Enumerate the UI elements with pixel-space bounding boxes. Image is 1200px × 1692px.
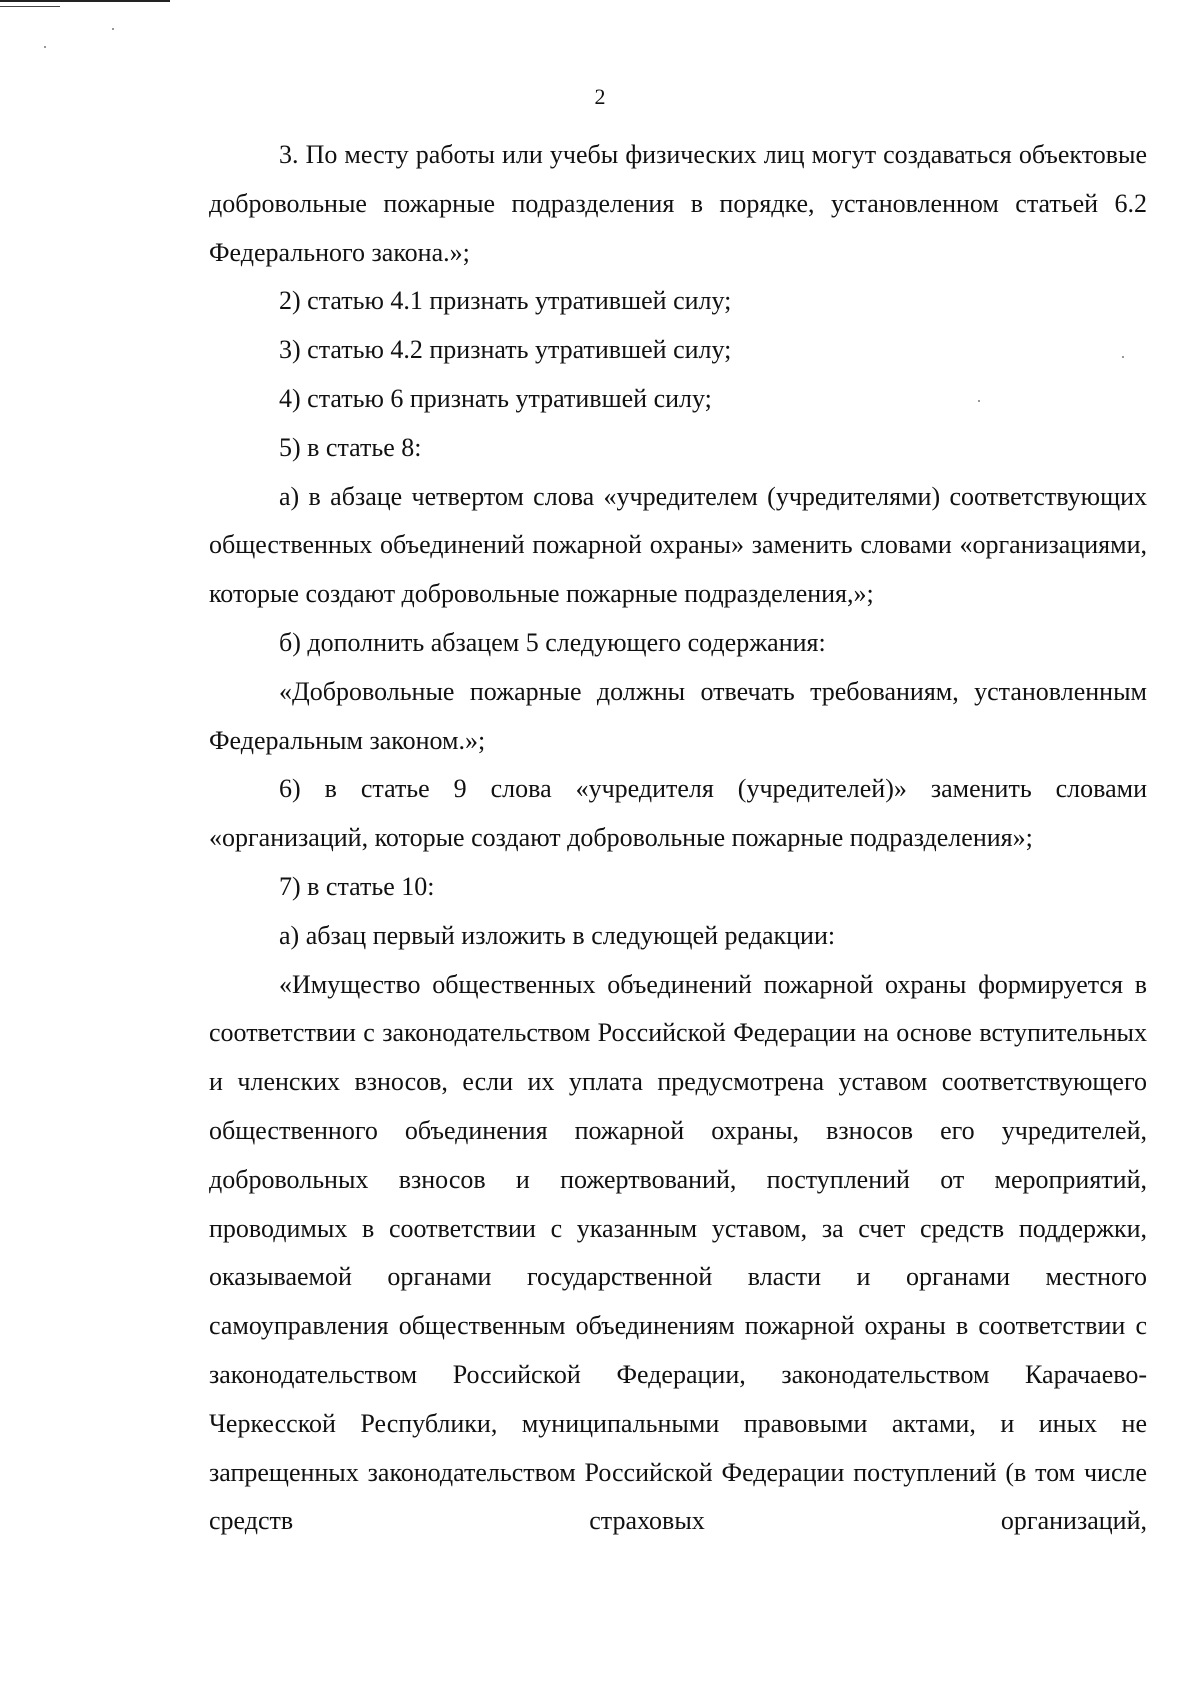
- page-number: 2: [594, 84, 606, 109]
- scan-edge-mark: [0, 0, 170, 2]
- paragraph-quote-volunteers: «Добровольные пожарные должны отвечать требованиям, установленным Федеральным законом.»;: [209, 676, 1147, 755]
- paragraph-subpoint-a: а) в абзаце четвертом слова «учредителем (учредителями) соответствующих общественных объединений пожарной охраны» заменить словами «организациями, которые создают добровольные пожарные подразделения,»;: [209, 481, 1147, 609]
- scan-edge-mark: [0, 6, 60, 7]
- document-body: [209, 131, 1147, 1546]
- scan-speck: [112, 28, 114, 30]
- paragraph-point-4: 4) статью 6 признать утратившей силу;: [279, 383, 712, 413]
- paragraph-point-6: 6) в статье 9 слова «учредителя (учредителей)» заменить словами «организаций, которые создают добровольные пожарные подразделения»;: [209, 774, 1147, 853]
- paragraph-point-3: 3) статью 4.2 признать утратившей силу;: [279, 335, 732, 365]
- paragraph-subpoint-a-2: а) абзац первый изложить в следующей редакции:: [279, 920, 836, 950]
- scan-speck: [44, 46, 46, 48]
- paragraph-point-7: 7) в статье 10:: [279, 871, 435, 901]
- paragraph-subpoint-b: б) дополнить абзацем 5 следующего содержания:: [279, 627, 826, 657]
- paragraph-point-5: 5) в статье 8:: [279, 432, 422, 462]
- paragraph-item-3: 3. По месту работы или учебы физических лиц могут создаваться объектовые добровольные пожарные подразделения в порядке, установленном статьей 6.2 Федерального закона.»;: [209, 140, 1147, 267]
- paragraph-quote-property: «Имущество общественных объединений пожарной охраны формируется в соответствии с законодательством Российской Федерации на основе вступительных и членских взносов, если их уплата предусмотрена уставом соответствующего общественного объединения пожарной охраны, взносов его учредителей, добровольных взносов и пожертвований, поступлений от мероприятий, проводимых в соответствии с указанным уставом, за счет средств поддержки, оказываемой органами государственной власти и органами местного самоуправления общественным объединениям пожарной охраны в соответствии с законодательством Российской Федерации, законодательством Карачаево-Черкесской Республики, муниципальными правовыми актами, и иных не запрещенных законодательством Российской Федерации поступлений (в том числе средств страховых организаций,: [209, 969, 1147, 1536]
- paragraph-point-2: 2) статью 4.1 признать утратившей силу;: [279, 286, 732, 316]
